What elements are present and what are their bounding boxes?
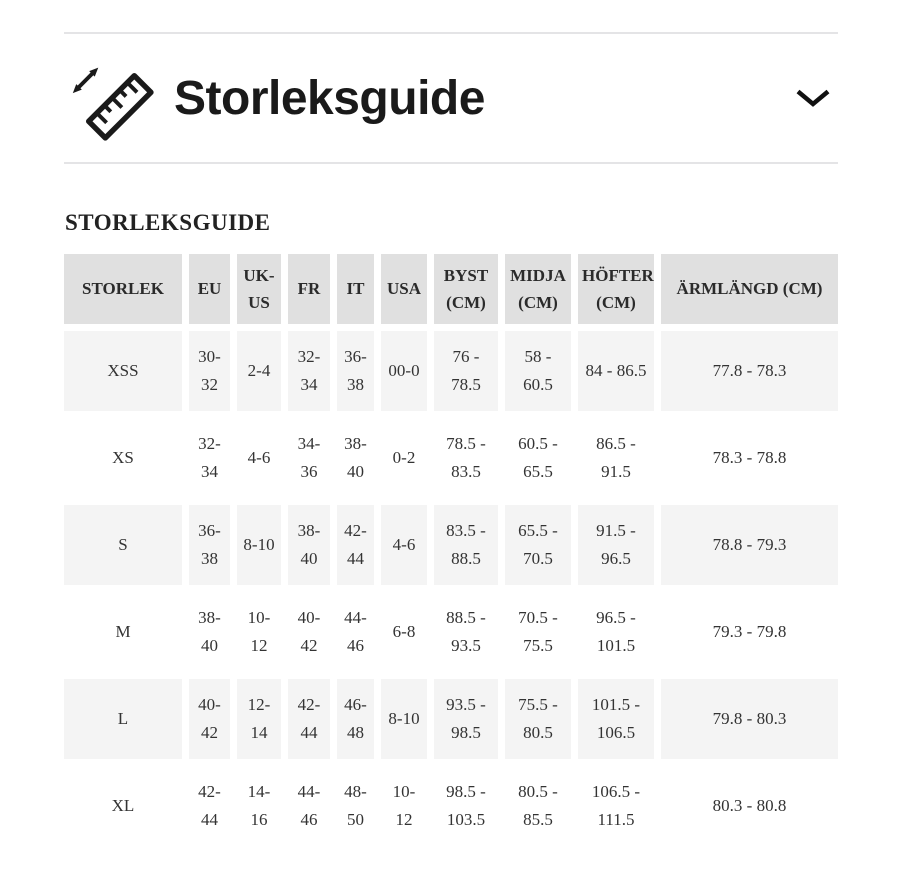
size-label-m: M	[64, 592, 182, 672]
cell-xl-midja-cm: 80.5 - 85.5	[505, 766, 571, 846]
column-header-storlek: STORLEK	[64, 254, 182, 324]
cell-xl-it: 48-50	[337, 766, 374, 846]
cell-xl-byst-cm: 98.5 - 103.5	[434, 766, 498, 846]
size-guide-table-wrapper	[57, 247, 845, 853]
column-header-usa: USA	[381, 254, 427, 324]
cell-xl-usa: 10-12	[381, 766, 427, 846]
cell-xl-armlangd-cm: 80.3 - 80.8	[661, 766, 838, 846]
cell-m-hofter-cm: 96.5 - 101.5	[578, 592, 654, 672]
cell-xss-fr: 32-34	[288, 331, 330, 411]
section-title: STORLEKSGUIDE	[65, 210, 271, 235]
cell-s-fr: 38-40	[288, 505, 330, 585]
cell-s-hofter-cm: 91.5 - 96.5	[578, 505, 654, 585]
cell-xss-eu: 30-32	[189, 331, 230, 411]
chevron-down-icon[interactable]	[794, 87, 832, 109]
size-label-xss: XSS	[64, 331, 182, 411]
cell-m-fr: 40-42	[288, 592, 330, 672]
size-label-l: L	[64, 679, 182, 759]
table-row-l	[64, 679, 838, 759]
separator-line-bottom	[64, 162, 838, 164]
table-row-s	[64, 505, 838, 585]
cell-s-uk-us: 8-10	[237, 505, 281, 585]
column-header-fr: FR	[288, 254, 330, 324]
cell-xs-uk-us: 4-6	[237, 418, 281, 498]
cell-xss-it: 36-38	[337, 331, 374, 411]
column-header-byst-cm: BYST (CM)	[434, 254, 498, 324]
cell-xss-usa: 00-0	[381, 331, 427, 411]
cell-l-fr: 42-44	[288, 679, 330, 759]
cell-m-armlangd-cm: 79.3 - 79.8	[661, 592, 838, 672]
cell-xss-hofter-cm: 84 - 86.5	[578, 331, 654, 411]
cell-l-usa: 8-10	[381, 679, 427, 759]
cell-xs-byst-cm: 78.5 - 83.5	[434, 418, 498, 498]
cell-xs-hofter-cm: 86.5 - 91.5	[578, 418, 654, 498]
cell-s-usa: 4-6	[381, 505, 427, 585]
cell-m-midja-cm: 70.5 - 75.5	[505, 592, 571, 672]
table-row-xs	[64, 418, 838, 498]
cell-l-it: 46-48	[337, 679, 374, 759]
table-row-xl	[64, 766, 838, 846]
cell-l-midja-cm: 75.5 - 80.5	[505, 679, 571, 759]
cell-xl-eu: 42-44	[189, 766, 230, 846]
cell-s-eu: 36-38	[189, 505, 230, 585]
size-label-s: S	[64, 505, 182, 585]
cell-m-it: 44-46	[337, 592, 374, 672]
cell-l-uk-us: 12-14	[237, 679, 281, 759]
cell-xs-midja-cm: 60.5 - 65.5	[505, 418, 571, 498]
cell-m-usa: 6-8	[381, 592, 427, 672]
cell-s-it: 42-44	[337, 505, 374, 585]
table-row-m	[64, 592, 838, 672]
cell-l-hofter-cm: 101.5 - 106.5	[578, 679, 654, 759]
cell-xs-armlangd-cm: 78.3 - 78.8	[661, 418, 838, 498]
cell-l-byst-cm: 93.5 - 98.5	[434, 679, 498, 759]
ruler-icon	[64, 51, 158, 145]
cell-xss-uk-us: 2-4	[237, 331, 281, 411]
cell-xs-eu: 32-34	[189, 418, 230, 498]
column-header-midja-cm: MIDJA (CM)	[505, 254, 571, 324]
table-row-xss	[64, 331, 838, 411]
cell-xs-it: 38-40	[337, 418, 374, 498]
cell-m-byst-cm: 88.5 - 93.5	[434, 592, 498, 672]
cell-s-armlangd-cm: 78.8 - 79.3	[661, 505, 838, 585]
cell-s-midja-cm: 65.5 - 70.5	[505, 505, 571, 585]
column-header-uk-us: UK-US	[237, 254, 281, 324]
cell-xss-midja-cm: 58 - 60.5	[505, 331, 571, 411]
cell-xs-usa: 0-2	[381, 418, 427, 498]
size-guide-table	[57, 247, 845, 853]
size-guide-accordion-header[interactable]	[64, 34, 838, 162]
column-header-hofter-cm: HÖFTER (CM)	[578, 254, 654, 324]
cell-xl-uk-us: 14-16	[237, 766, 281, 846]
size-label-xl: XL	[64, 766, 182, 846]
cell-s-byst-cm: 83.5 - 88.5	[434, 505, 498, 585]
cell-m-uk-us: 10-12	[237, 592, 281, 672]
column-header-armlangd-cm: ÄRMLÄNGD (CM)	[661, 254, 838, 324]
column-header-it: IT	[337, 254, 374, 324]
column-header-eu: EU	[189, 254, 230, 324]
accordion-title: Storleksguide	[174, 71, 485, 125]
table-header-row	[64, 254, 838, 324]
size-label-xs: XS	[64, 418, 182, 498]
cell-xss-byst-cm: 76 - 78.5	[434, 331, 498, 411]
cell-l-armlangd-cm: 79.8 - 80.3	[661, 679, 838, 759]
cell-xl-hofter-cm: 106.5 - 111.5	[578, 766, 654, 846]
cell-xss-armlangd-cm: 77.8 - 78.3	[661, 331, 838, 411]
cell-m-eu: 38-40	[189, 592, 230, 672]
cell-xl-fr: 44-46	[288, 766, 330, 846]
cell-xs-fr: 34-36	[288, 418, 330, 498]
cell-l-eu: 40-42	[189, 679, 230, 759]
